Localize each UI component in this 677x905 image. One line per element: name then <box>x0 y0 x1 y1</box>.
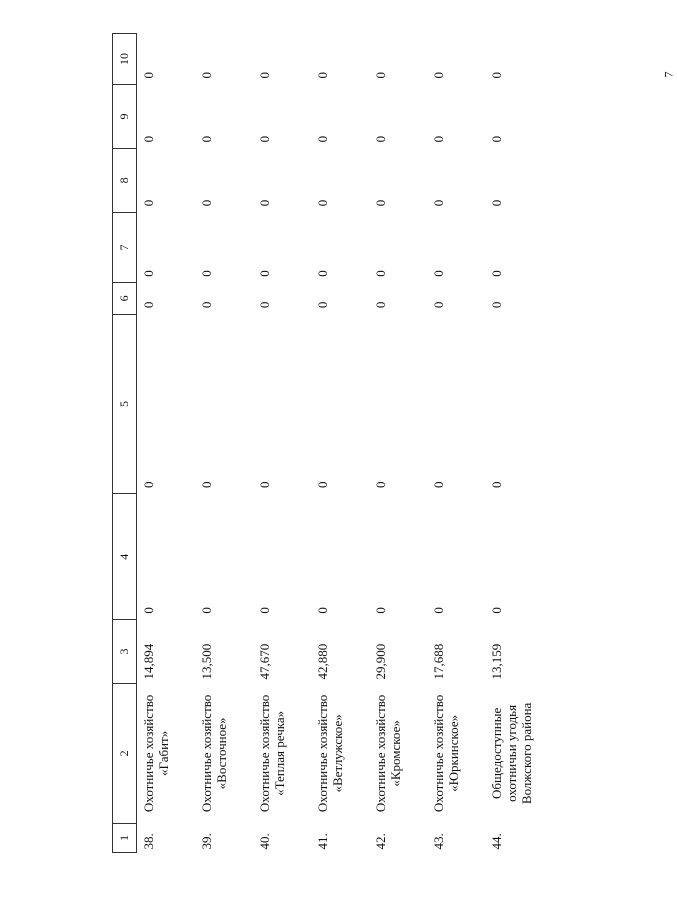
col7-value: 0 <box>372 270 388 277</box>
col8-value: 0 <box>372 199 388 207</box>
col8-value: 0 <box>488 199 504 207</box>
row-number: 41. <box>314 833 330 850</box>
col5-value: 0 <box>314 481 330 488</box>
header-cell-1: 1 <box>113 823 137 852</box>
col6-value: 0 <box>141 301 156 309</box>
col6-value: 0 <box>198 301 214 309</box>
rotated-table-sheet <box>112 33 534 853</box>
row-number: 43. <box>430 833 446 850</box>
col7-value: 0 <box>198 270 214 277</box>
header-cell-3: 3 <box>113 620 137 684</box>
col8-value: 0 <box>314 199 330 207</box>
col5-value: 0 <box>372 481 388 488</box>
col6-value: 0 <box>256 301 272 309</box>
data-table <box>112 33 585 853</box>
hunting-ground-name: Охотничье хозяйство «Кромское» <box>372 694 403 813</box>
table-row <box>311 34 369 853</box>
col5-value: 0 <box>198 481 214 488</box>
hunting-ground-name: Общедоступные охотничьи угодья Волжского района <box>488 702 534 805</box>
table-row <box>253 34 311 853</box>
col9-value: 0 <box>372 135 388 143</box>
col5-value: 0 <box>488 481 504 488</box>
header-cell-5: 5 <box>113 314 137 494</box>
col7-value: 0 <box>488 270 504 277</box>
col6-value: 0 <box>314 301 330 309</box>
col10-value: 0 <box>372 71 388 79</box>
row-number: 39. <box>198 833 214 850</box>
col10-value: 0 <box>141 71 156 79</box>
header-cell-6: 6 <box>113 283 137 314</box>
header-cell-9: 9 <box>113 84 137 148</box>
col8-value: 0 <box>141 199 156 207</box>
hunting-ground-name: Охотничье хозяйство «Теплая речка» <box>256 694 287 813</box>
col8-value: 0 <box>430 199 446 207</box>
col4-value: 0 <box>488 607 504 614</box>
header-cell-7: 7 <box>113 212 137 282</box>
col7-value: 0 <box>314 270 330 277</box>
area-value: 14,894 <box>141 643 156 680</box>
header-cell-8: 8 <box>113 148 137 212</box>
row-number: 42. <box>372 833 388 850</box>
col5-value: 0 <box>141 481 156 488</box>
table-row <box>195 34 253 853</box>
col4-value: 0 <box>198 607 214 614</box>
col10-value: 0 <box>256 71 272 79</box>
hunting-ground-name: Охотничье хозяйство «Юркинское» <box>430 694 461 813</box>
col6-value: 0 <box>488 301 504 309</box>
col9-value: 0 <box>198 135 214 143</box>
col7-value: 0 <box>141 270 156 277</box>
col7-value: 0 <box>430 270 446 277</box>
col10-value: 0 <box>198 71 214 79</box>
hunting-ground-name: Охотничье хозяйство «Габит» <box>141 694 171 813</box>
area-value: 17,688 <box>430 643 446 680</box>
col4-value: 0 <box>141 607 156 614</box>
table-body <box>137 34 585 853</box>
col9-value: 0 <box>141 135 156 143</box>
hunting-ground-name: Охотничье хозяйство «Ветлужское» <box>314 694 345 813</box>
col10-value: 0 <box>430 71 446 79</box>
area-value: 42,880 <box>314 643 330 680</box>
hunting-ground-name: Охотничье хозяйство «Восточное» <box>198 694 229 813</box>
area-value: 47,670 <box>256 643 272 680</box>
table-row <box>427 34 485 853</box>
row-number: 40. <box>256 833 272 850</box>
col7-value: 0 <box>256 270 272 277</box>
page-number: 7 <box>661 71 676 78</box>
col10-value: 0 <box>314 71 330 79</box>
col6-value: 0 <box>372 301 388 309</box>
col5-value: 0 <box>256 481 272 488</box>
table-row <box>369 34 427 853</box>
col4-value: 0 <box>372 607 388 614</box>
header-cell-4: 4 <box>113 494 137 620</box>
area-value: 13,159 <box>488 643 504 680</box>
table-header <box>113 34 137 853</box>
table-row <box>137 34 195 853</box>
col6-value: 0 <box>430 301 446 309</box>
col10-value: 0 <box>488 71 504 79</box>
col8-value: 0 <box>198 199 214 207</box>
col9-value: 0 <box>488 135 504 143</box>
col9-value: 0 <box>314 135 330 143</box>
header-cell-10: 10 <box>113 34 137 85</box>
area-value: 29,900 <box>372 643 388 680</box>
header-cell-2: 2 <box>113 684 137 824</box>
row-number: 38. <box>141 833 156 850</box>
col4-value: 0 <box>430 607 446 614</box>
area-value: 13,500 <box>198 643 214 680</box>
col8-value: 0 <box>256 199 272 207</box>
col4-value: 0 <box>314 607 330 614</box>
col4-value: 0 <box>256 607 272 614</box>
table-row <box>485 34 585 853</box>
col9-value: 0 <box>256 135 272 143</box>
row-number: 44. <box>488 833 504 850</box>
col9-value: 0 <box>430 135 446 143</box>
col5-value: 0 <box>430 481 446 488</box>
header-row <box>113 34 137 853</box>
